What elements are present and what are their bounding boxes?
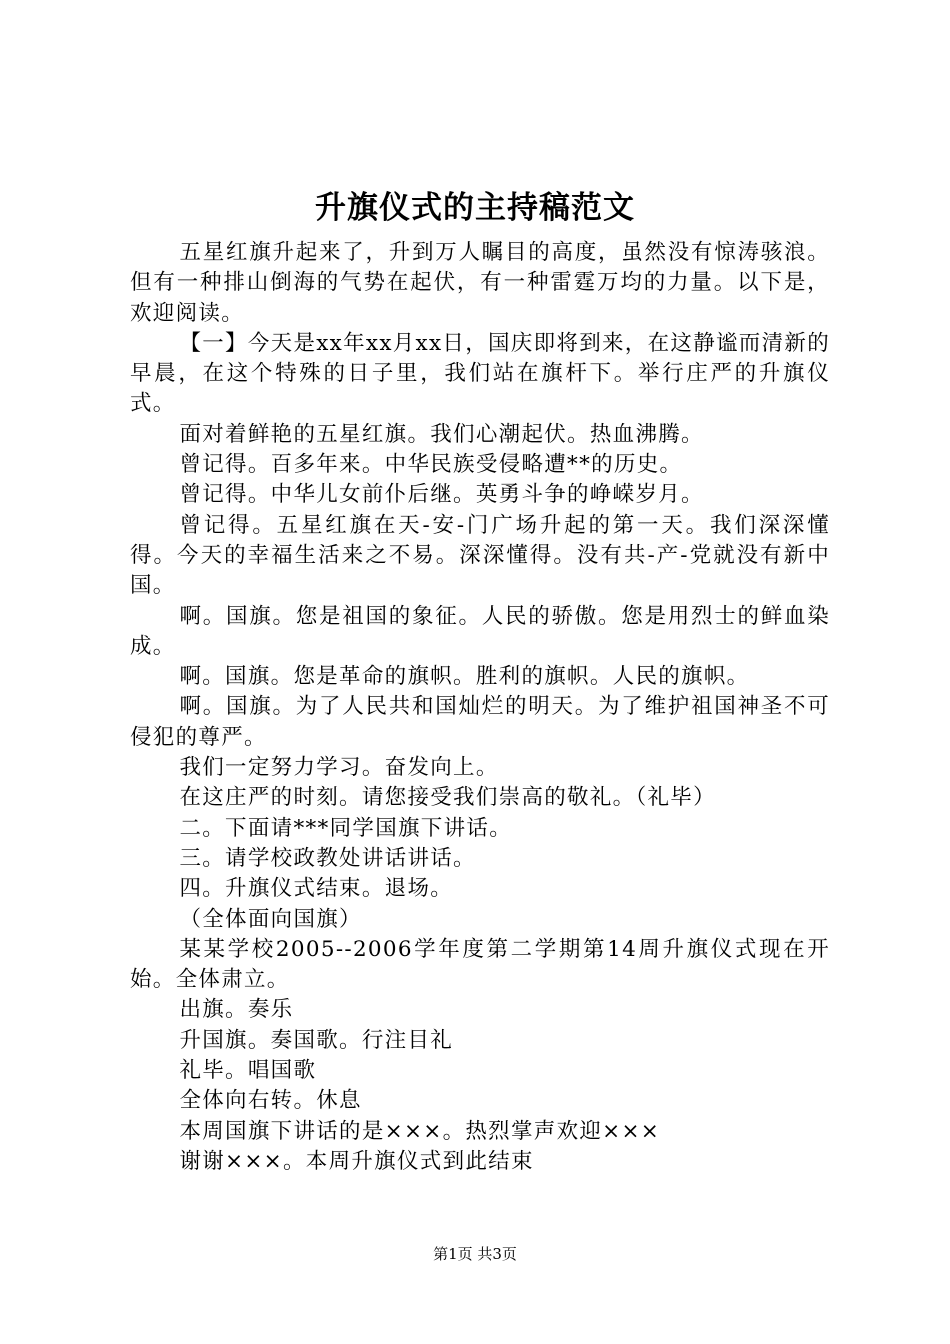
paragraph: （全体面向国旗） [179, 906, 362, 932]
paragraph: 啊。国旗。为了人民共和国灿烂的明天。为了维护祖国神圣不可侵犯的尊严。 [130, 694, 830, 750]
paragraph: 某某学校2005--2006学年度第二学期第14周升旗仪式现在开始。全体肃立。 [130, 936, 830, 993]
paragraph: 本周国旗下讲话的是×××。热烈掌声欢迎××× [179, 1118, 661, 1144]
paragraph: 面对着鲜艳的五星红旗。我们心潮起伏。热血沸腾。 [179, 421, 704, 447]
paragraph: 啊。国旗。您是祖国的象征。人民的骄傲。您是用烈士的鲜血染成。 [130, 603, 830, 659]
document-body [130, 238, 830, 1177]
page-footer: 第1页 共3页 [433, 1245, 517, 1263]
paragraph: 三。请学校政教处讲话讲话。 [179, 845, 476, 871]
paragraph: 【一】今天是xx年xx月xx日，国庆即将到来，在这静谧而清新的早晨，在这个特殊的日子里，我们站在旗杆下。举行庄严的升旗仪式。 [130, 330, 830, 417]
paragraph: 谢谢×××。本周升旗仪式到此结束 [179, 1148, 534, 1174]
paragraph: 曾记得。百多年来。中华民族受侵略遭**的历史。 [179, 452, 683, 478]
paragraph: 礼毕。唱国歌 [179, 1058, 317, 1084]
paragraph: 在这庄严的时刻。请您接受我们崇高的敬礼。（礼毕） [179, 785, 716, 811]
paragraph: 升国旗。奏国歌。行注目礼 [179, 1027, 454, 1053]
paragraph: 我们一定努力学习。奋发向上。 [179, 755, 499, 781]
paragraph: 啊。国旗。您是革命的旗帜。胜利的旗帜。人民的旗帜。 [179, 664, 750, 690]
document-title: 升旗仪式的主持稿范文 [315, 190, 635, 226]
paragraph: 出旗。奏乐 [179, 997, 294, 1023]
paragraph: 五星红旗升起来了，升到万人瞩目的高度，虽然没有惊涛骇浪。但有一种排山倒海的气势在起伏，有一种雷霆万均的力量。以下是，欢迎阅读。 [130, 240, 830, 326]
paragraph: 四。升旗仪式结束。退场。 [179, 876, 454, 902]
paragraph: 曾记得。五星红旗在天-安-门广场升起的第一天。我们深深懂得。今天的幸福生活来之不易。深深懂得。没有共-产-党就没有新中国。 [130, 512, 830, 599]
paragraph: 全体向右转。休息 [179, 1088, 362, 1114]
paragraph: 二。下面请***同学国旗下讲话。 [179, 815, 512, 841]
paragraph: 曾记得。中华儿女前仆后继。英勇斗争的峥嵘岁月。 [179, 482, 704, 508]
